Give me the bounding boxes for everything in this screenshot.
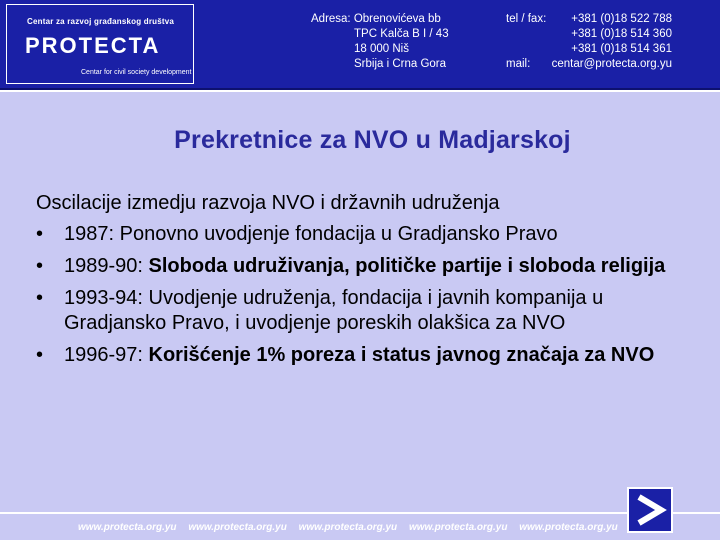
bullet-list (36, 222, 696, 368)
list-item (36, 343, 696, 368)
logo-brand-text: PROTECTA (25, 33, 161, 58)
telfax-label: tel / fax: (506, 13, 547, 25)
address-line1: Obrenovićeva bb (353, 13, 441, 25)
address-block (311, 12, 449, 72)
footer-link[interactable]: www.protecta.org.yu (188, 522, 287, 533)
mail-address[interactable]: centar@protecta.org.yu (551, 58, 672, 70)
next-arrow-icon (629, 489, 671, 531)
footer-link[interactable]: www.protecta.org.yu (298, 522, 398, 533)
next-slide-button[interactable] (627, 487, 673, 533)
bullet-icon: • (36, 287, 44, 309)
bullet-icon: • (36, 223, 44, 245)
phone-3: +381 (0)18 514 361 (571, 43, 672, 55)
address-line4: Srbija i Crna Gora (354, 58, 447, 70)
list-item (36, 286, 696, 336)
bullet-icon: • (36, 344, 44, 366)
address-line3: 18 000 Niš (354, 43, 409, 55)
slide-content (36, 191, 696, 375)
phone-2: +381 (0)18 514 360 (571, 28, 672, 40)
list-item (36, 222, 696, 247)
slide-title: Prekretnice za NVO u Madjarskoj (174, 126, 571, 154)
protecta-logo-icon (25, 31, 185, 61)
footer-divider (0, 512, 720, 514)
footer-link[interactable]: www.protecta.org.yu (408, 522, 508, 533)
bullet-text: 1993-94: Uvodjenje udruženja, fondacija i javnih kompanija u Gradjansko Pravo, i uvodjenje poreskih olakšica za NVO (64, 287, 604, 334)
list-item (36, 254, 696, 279)
address-label: Adresa: (311, 13, 351, 25)
address-line2: TPC Kalča B I / 43 (354, 28, 449, 40)
bullet-icon: • (36, 255, 44, 277)
bullet-text: 1996-97: (64, 344, 149, 366)
logo-top-text: Centar za razvoj građanskog društva (27, 17, 175, 26)
mail-label: mail: (506, 58, 531, 70)
footer-link[interactable]: www.protecta.org.yu (519, 522, 618, 533)
footer-links (78, 522, 627, 533)
header-bar (0, 0, 720, 90)
bullet-bold-text: Sloboda udruživanja, političke partije i sloboda religija (148, 255, 666, 277)
bullet-text: 1987: Ponovno uvodjenje fondacija u Gradjansko Pravo (64, 223, 558, 245)
logo-bottom-text: Centar for civil society development (81, 69, 192, 76)
header (0, 0, 720, 92)
bullet-text: 1989-90: (64, 255, 149, 277)
footer-link[interactable]: www.protecta.org.yu (78, 522, 177, 533)
intro-text: Oscilacije izmedju razvoja NVO i državnih udruženja (36, 192, 500, 214)
contact-block (506, 12, 672, 72)
bullet-bold-text: Korišćenje 1% poreza i status javnog značaja za NVO (148, 344, 655, 366)
logo (6, 4, 194, 84)
phone-1: +381 (0)18 522 788 (571, 13, 672, 25)
